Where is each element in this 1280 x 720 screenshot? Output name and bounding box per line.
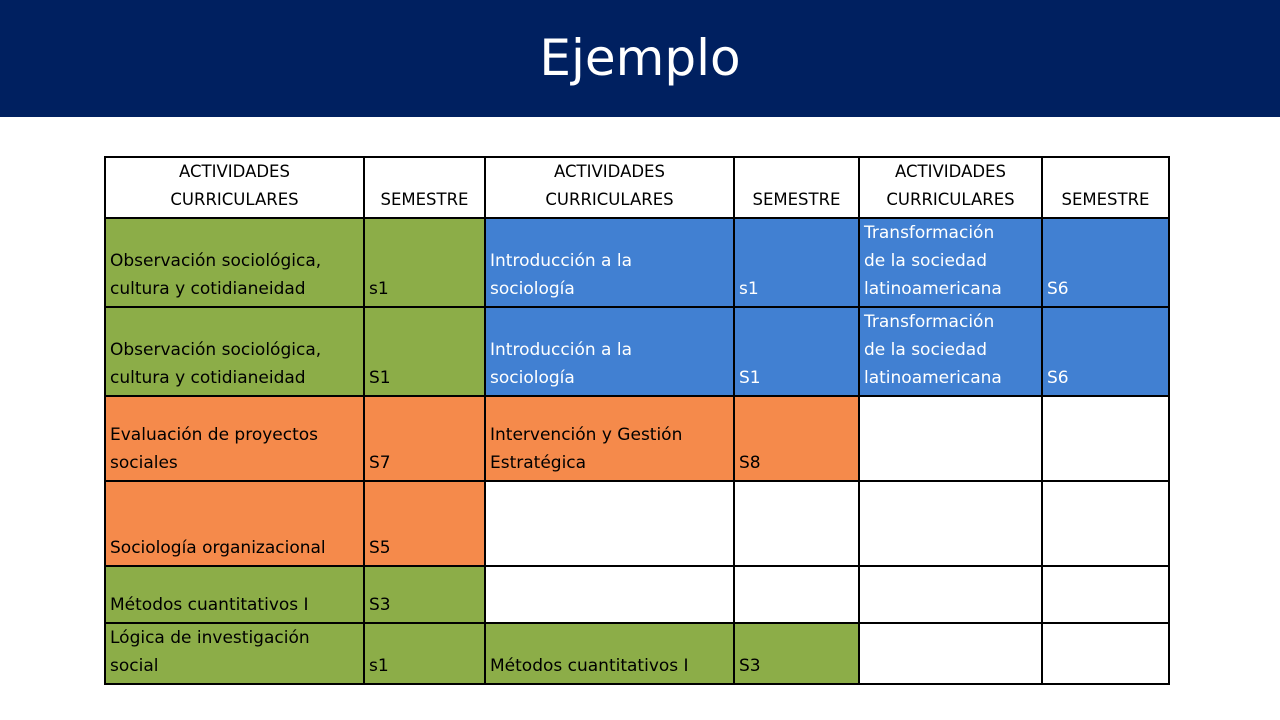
table-header-cell: ACTIVIDADES CURRICULARES [485,157,734,218]
table-cell: S6 [1042,307,1169,396]
table-header-row [105,157,1169,218]
table-cell: Introducción a la sociología [485,307,734,396]
table-cell [859,396,1042,481]
table-cell: S7 [364,396,485,481]
table-cell: Intervención y Gestión Estratégica [485,396,734,481]
table-row [105,307,1169,396]
title-band [0,0,1280,117]
table-cell: Lógica de investigación social [105,623,364,684]
table-header-cell: ACTIVIDADES CURRICULARES [859,157,1042,218]
table-cell [485,481,734,566]
table-cell: S1 [734,307,859,396]
table-header-cell: ACTIVIDADES CURRICULARES [105,157,364,218]
table-cell [485,566,734,623]
table-cell: Introducción a la sociología [485,218,734,307]
table-cell: S3 [364,566,485,623]
table-cell: Métodos cuantitativos I [485,623,734,684]
table-header-cell: SEMESTRE [1042,157,1169,218]
table-cell: Transformación de la sociedad latinoamericana [859,218,1042,307]
table-cell: S6 [1042,218,1169,307]
table-cell [1042,481,1169,566]
table-cell [859,623,1042,684]
table-cell [1042,396,1169,481]
table-header-cell: SEMESTRE [364,157,485,218]
table-cell: S3 [734,623,859,684]
table-cell: Observación sociológica, cultura y cotidianeidad [105,307,364,396]
table-cell [734,566,859,623]
table-cell: S5 [364,481,485,566]
table-cell: Sociología organizacional [105,481,364,566]
table-row [105,218,1169,307]
curricular-table [104,156,1170,685]
table-cell: s1 [364,218,485,307]
table-row [105,396,1169,481]
table-cell: Métodos cuantitativos I [105,566,364,623]
table-cell: s1 [734,218,859,307]
table-cell: Evaluación de proyectos sociales [105,396,364,481]
table-cell [734,481,859,566]
table-cell [1042,623,1169,684]
table-row [105,481,1169,566]
table-row [105,623,1169,684]
table-cell: s1 [364,623,485,684]
table-cell: Observación sociológica, cultura y cotidianeidad [105,218,364,307]
table-cell [859,566,1042,623]
slide-title: Ejemplo [539,28,741,87]
table-cell [1042,566,1169,623]
table-cell: S1 [364,307,485,396]
table-cell [859,481,1042,566]
table-header-cell: SEMESTRE [734,157,859,218]
table-cell: S8 [734,396,859,481]
table-cell: Transformación de la sociedad latinoamericana [859,307,1042,396]
table-row [105,566,1169,623]
